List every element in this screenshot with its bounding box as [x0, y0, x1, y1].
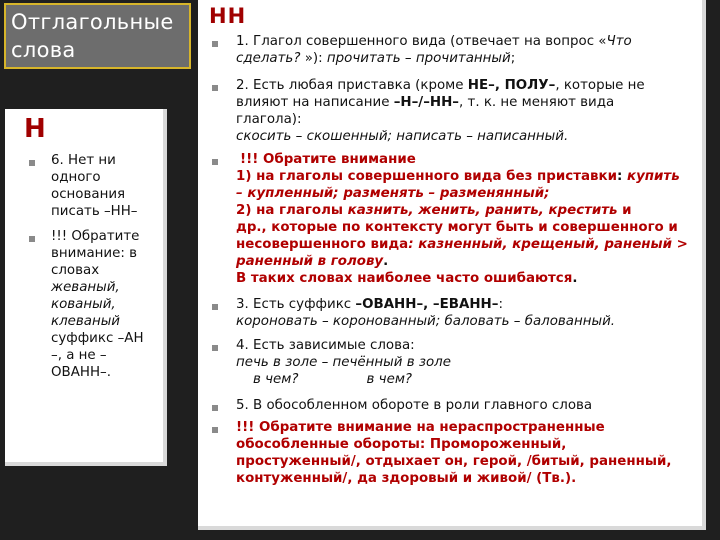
- main-item-2-example: скосить – скошенный; написать – написанный.: [236, 129, 569, 144]
- main-item-1: [236, 33, 632, 67]
- left-item-1-line: основания: [51, 187, 126, 202]
- text-fragment: .: [383, 254, 389, 269]
- left-item-2-line: ОВАНН–.: [51, 365, 111, 380]
- text-fragment: ;: [510, 51, 516, 66]
- text-fragment: :: [498, 297, 503, 312]
- text-fragment: казнить, женить, ранить, крестить: [347, 203, 618, 218]
- main-item-1-line1: [236, 33, 632, 50]
- main-item-3-line: [236, 202, 688, 219]
- text-fragment: 3. Есть суффикс: [236, 297, 356, 312]
- main-item-6: [236, 397, 592, 414]
- title-box: [4, 3, 191, 69]
- text-fragment: –Н–/–НН–: [393, 95, 459, 110]
- text-fragment: : казненный, крещеный, раненый >: [408, 237, 688, 252]
- main-item-2-line2: [236, 94, 645, 111]
- text-fragment: 2. Есть любая приставка (кроме: [236, 78, 468, 93]
- main-item-6-line: 5. В обособленном обороте в роли главного слова: [236, 398, 593, 413]
- main-item-2-line1: [236, 77, 645, 94]
- bullet-icon: [212, 41, 218, 47]
- main-item-3-line: !!! Обратите внимание: [240, 152, 416, 167]
- left-item-2-line: суффикс –АН: [51, 331, 144, 346]
- text-fragment: 1. Глагол совершенного вида (отвечает на вопрос «: [236, 34, 607, 49]
- text-fragment: В таких словах наиболее часто ошибаются: [236, 271, 573, 286]
- main-item-1-line2: [236, 50, 632, 67]
- main-item-4: [236, 296, 615, 330]
- slide-title: Отглагольные слова: [11, 10, 174, 62]
- main-item-7-line: обособленные обороты: Промороженный,: [236, 437, 567, 452]
- text-fragment: купить: [626, 169, 680, 184]
- text-fragment: НЕ–, ПОЛУ–: [467, 78, 556, 93]
- left-item-2-word: клеваный: [51, 314, 121, 329]
- main-item-4-line1: [236, 296, 615, 313]
- text-fragment: раненный в голову: [236, 254, 384, 269]
- heading-single-n: Н: [24, 114, 46, 144]
- main-item-2-line3: глагола):: [236, 112, 302, 127]
- main-item-7: [236, 419, 671, 487]
- bullet-icon: [29, 236, 35, 242]
- left-item-2-word: жеваный,: [51, 280, 120, 295]
- text-fragment: »):: [300, 51, 327, 66]
- text-fragment: 2) на глаголы: [236, 203, 348, 218]
- main-item-7-line: !!! Обратите внимание на нераспространенные: [236, 420, 605, 435]
- bullet-icon: [212, 85, 218, 91]
- main-item-7-line: простуженный/, отдыхает он, герой, /битый, раненный,: [236, 454, 672, 469]
- text-fragment: прочитать – прочитанный: [326, 51, 511, 66]
- text-fragment: несовершенного вида: [236, 237, 409, 252]
- text-fragment: .: [572, 271, 578, 286]
- left-item-2-line: словах: [51, 263, 100, 278]
- main-item-2: [236, 77, 645, 145]
- left-item-1-line: писать –НН–: [51, 204, 138, 219]
- left-item-2: [51, 228, 144, 381]
- left-item-2-line: –, а не –: [51, 348, 107, 363]
- text-fragment: в чем?: [366, 372, 413, 387]
- main-item-3-line: [236, 253, 688, 270]
- bullet-icon: [212, 345, 218, 351]
- main-item-5-line1: 4. Есть зависимые слова:: [236, 338, 415, 353]
- bullet-icon: [212, 159, 218, 165]
- left-item-1: [51, 152, 138, 220]
- bullet-icon: [29, 160, 35, 166]
- text-fragment: в чем?: [253, 372, 299, 387]
- main-item-3-line: др., которые по контексту могут быть и совершенного и: [236, 220, 678, 235]
- main-item-7-line: контуженный/, да здоровый и живой/ (Тв.).: [236, 471, 577, 486]
- main-item-5-questions: [236, 371, 451, 388]
- text-fragment: Что: [606, 34, 632, 49]
- text-fragment: сделать?: [236, 51, 301, 66]
- main-item-5: [236, 337, 451, 388]
- left-item-2-line: внимание: в: [51, 246, 138, 261]
- text-fragment: 1) на глаголы совершенного вида без приставки: [236, 169, 617, 184]
- left-item-1-line: одного: [51, 170, 101, 185]
- main-item-5-example: печь в золе – печённый в золе: [236, 355, 451, 370]
- main-item-3-line: [236, 168, 688, 185]
- heading-double-nn: НН: [209, 4, 247, 28]
- text-fragment: , т. к. не меняют вида: [459, 95, 615, 110]
- bullet-icon: [212, 304, 218, 310]
- bullet-icon: [212, 427, 218, 433]
- main-item-3-line: [236, 236, 688, 253]
- left-item-1-line: 6. Нет ни: [51, 153, 116, 168]
- text-fragment: –ОВАНН–, –ЕВАНН–: [355, 297, 499, 312]
- text-fragment: , которые не: [555, 78, 645, 93]
- left-item-2-line: !!! Обратите: [51, 229, 140, 244]
- text-fragment: и: [617, 203, 632, 218]
- main-item-3-line: [236, 270, 688, 287]
- text-fragment: влияют на написание: [236, 95, 394, 110]
- main-item-3: [236, 151, 688, 287]
- text-fragment: :: [616, 169, 627, 184]
- main-item-4-example: короновать – коронованный; баловать – балованный.: [236, 314, 616, 329]
- main-item-3-line: – купленный; разменять – разменянный;: [236, 186, 550, 201]
- left-item-2-word: кованый,: [51, 297, 116, 312]
- bullet-icon: [212, 405, 218, 411]
